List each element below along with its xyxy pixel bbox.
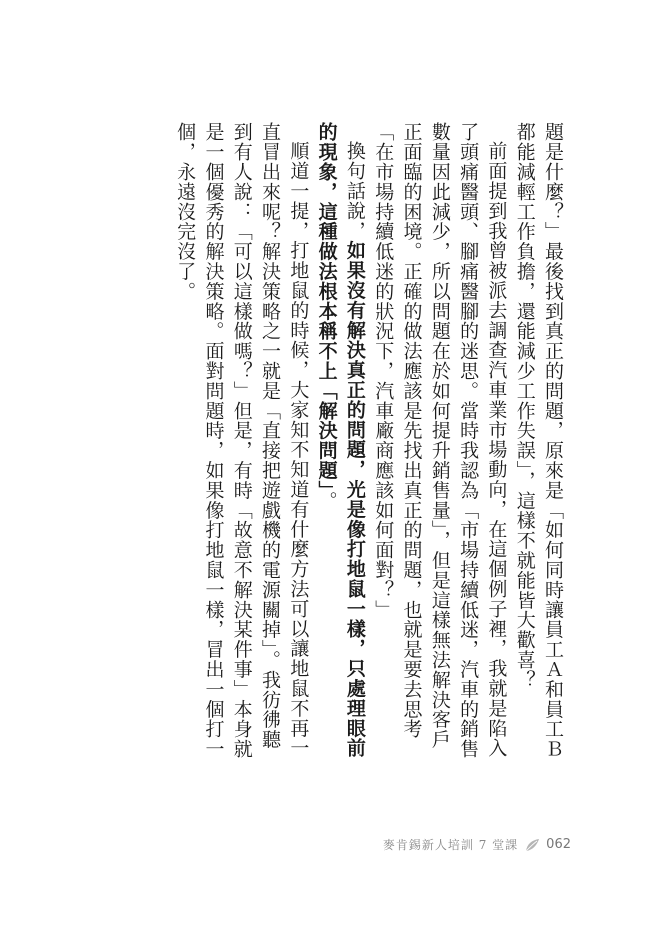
running-book-title: 麥肯錫新人培訓 7 堂課: [382, 838, 519, 852]
body-text: 前面提到我曾被派去調查汽車業市場動向，在這個例子裡，我就是陷入了頭痛醫頭、腳痛醫腳的迷思。當時我認為「市場持續低迷，汽車的銷售數量因此減少，所以問題在於如何提升銷售量」，但是這樣無法解決客戶正面臨的困境。正確的做法應該是先找出真正的問題，也就是要去思考「在市場持續低迷的狀況下，汽車廠商應該如何面對？」: [372, 122, 508, 759]
emphasized-text: 如果沒有解決真正的問題，光是像打地鼠一樣，只處理眼前的現象，這種做法根本稱不上「解決問題」: [315, 122, 366, 758]
paragraph: [312, 122, 369, 762]
leaf-icon: [524, 837, 540, 853]
page-footer: [383, 836, 571, 853]
paragraph: [369, 122, 510, 762]
page-number: 062: [546, 837, 571, 852]
body-text: 題是什麼？」最後找到真正的問題，原來是「如何同時讓員工Ａ和員工Ｂ都能減輕工作負擔，還能減少工作失誤」，這樣不就能皆大歡喜？: [513, 122, 564, 759]
body-text: 換句話說，: [343, 141, 366, 241]
paragraph: [171, 122, 312, 762]
paragraph: [510, 122, 567, 762]
body-text: 。: [315, 490, 338, 511]
body-text: 順道一提，打地鼠的時候，大家知不知道有什麼方法可以讓地鼠不再一直冒出來呢？解決策略之一就是「直接把遊戲機的電源關掉」。我彷彿聽到有人說：「可以這樣做嗎？」但是，有時「故意不解決某件事」本身就是一個優秀的解決策略。面對問題時，如果像打地鼠一樣，冒出一個打一個，永遠沒完沒了。: [174, 122, 310, 759]
vertical-text-body: [171, 122, 567, 762]
